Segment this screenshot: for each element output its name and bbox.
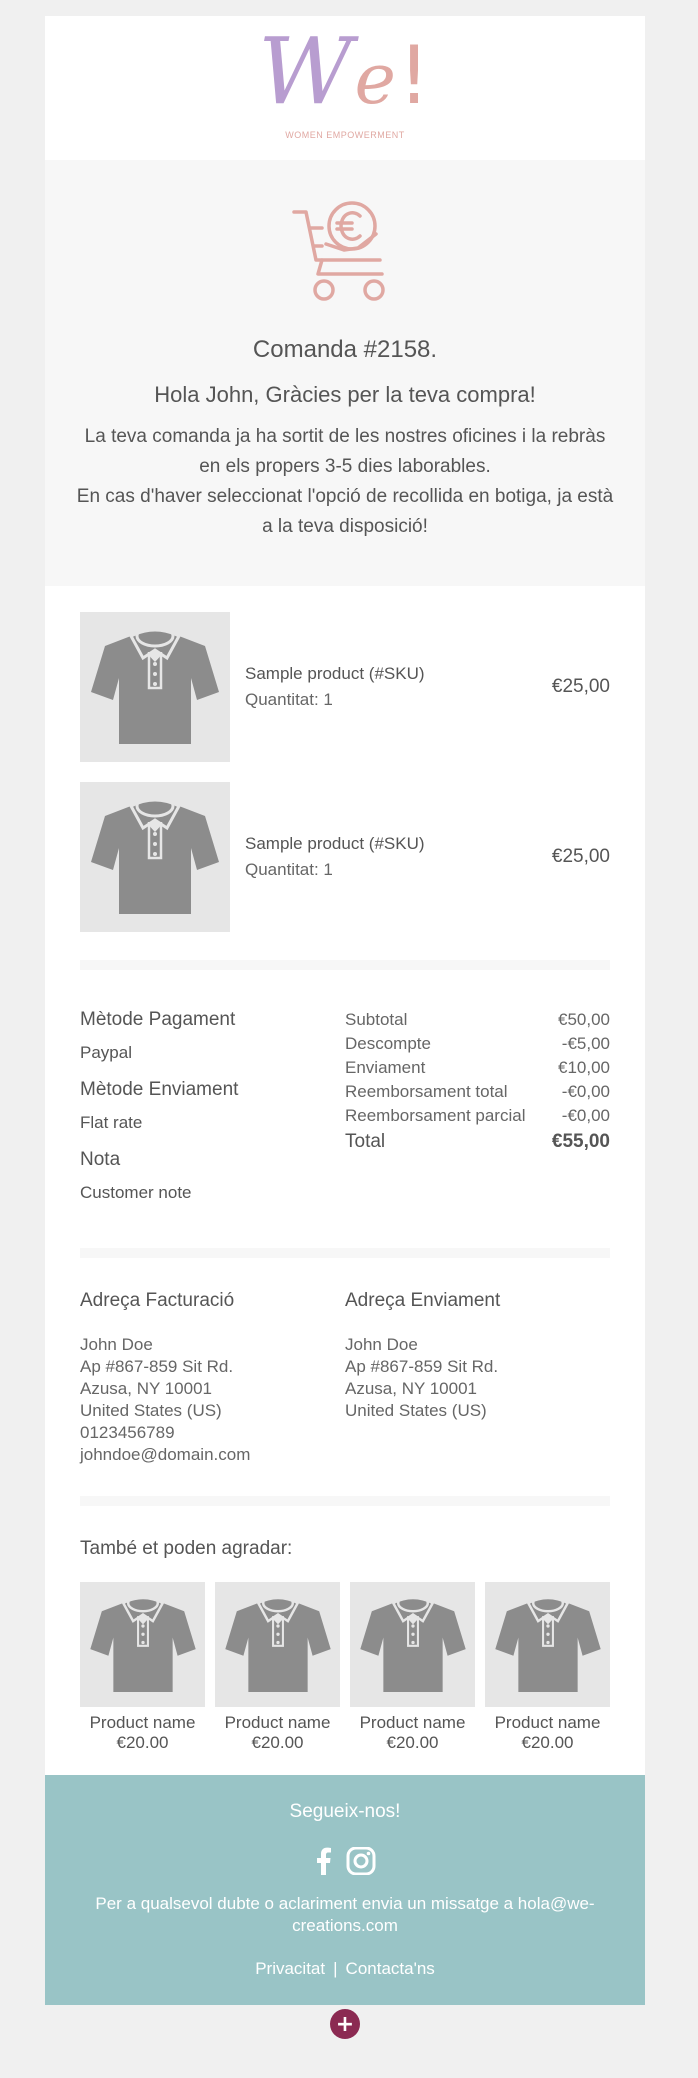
polo-shirt-icon	[87, 792, 223, 922]
link-separator: |	[333, 1959, 338, 1978]
product-image[interactable]	[215, 1582, 340, 1707]
recommended-product-name[interactable]: Product name	[494, 1713, 601, 1732]
note-value: Customer note	[80, 1183, 192, 1202]
recommendations	[45, 1506, 645, 1775]
section-divider	[80, 960, 610, 970]
email-footer	[45, 1775, 645, 2005]
product-info	[245, 831, 552, 883]
product-quantity: Quantitat: 1	[245, 860, 333, 879]
product-image[interactable]	[80, 612, 230, 762]
product-price: €25,00	[551, 846, 610, 867]
section-divider	[80, 1496, 610, 1506]
addresses	[45, 1258, 645, 1496]
totals-row	[345, 1056, 610, 1080]
order-hero	[45, 160, 645, 586]
billing-address	[80, 1290, 345, 1466]
privacy-link[interactable]: Privacitat	[255, 1959, 326, 1978]
order-summary	[45, 972, 645, 1248]
order-totals	[345, 1008, 610, 1218]
product-info	[245, 661, 552, 713]
totals-label: Subtotal	[345, 1010, 408, 1029]
email-header	[45, 16, 645, 160]
recommendations-title: També et poden agradar:	[80, 1538, 293, 1559]
order-message-line: En cas d'haver seleccionat l'opció de recollida en botiga, ja està a la teva disposició!	[76, 486, 614, 537]
contact-message: Per a qualsevol dubte o aclariment envia un missatge a hola@we-creations.com	[95, 1894, 595, 1935]
polo-shirt-icon	[222, 1591, 334, 1699]
totals-amount: -€5,00	[561, 1034, 610, 1053]
product-image[interactable]	[80, 782, 230, 932]
product-name[interactable]: Sample product (#SKU)	[245, 664, 425, 683]
social-links	[45, 1847, 645, 1875]
payment-method-label: Mètode Pagament	[80, 1009, 236, 1030]
recommended-product-price: €20.00	[521, 1733, 574, 1752]
section-divider	[80, 1248, 610, 1258]
polo-shirt-icon	[87, 1591, 199, 1699]
facebook-icon[interactable]	[314, 1847, 332, 1875]
totals-amount: -€0,00	[561, 1106, 610, 1125]
recommended-product[interactable]	[215, 1582, 340, 1753]
shipping-address-title: Adreça Enviament	[345, 1290, 501, 1311]
totals-row	[345, 1104, 610, 1128]
recommended-product-name[interactable]: Product name	[224, 1713, 331, 1732]
billing-address-title: Adreça Facturació	[80, 1290, 235, 1311]
totals-amount: -€0,00	[561, 1082, 610, 1101]
product-row	[80, 612, 610, 762]
product-image[interactable]	[80, 1582, 205, 1707]
product-quantity: Quantitat: 1	[245, 690, 333, 709]
brand-logo: We!	[257, 18, 433, 125]
phone-number[interactable]: 0123456789	[80, 1423, 175, 1442]
recommendations-grid	[80, 1582, 610, 1753]
contact-link[interactable]: Contacta'ns	[345, 1959, 435, 1978]
recommended-product-price: €20.00	[116, 1733, 169, 1752]
totals-amount: €10,00	[558, 1058, 610, 1077]
address-line: Azusa, NY 10001	[345, 1379, 477, 1398]
totals-row	[345, 1008, 610, 1032]
recommended-product-price: €20.00	[251, 1733, 304, 1752]
instagram-icon[interactable]	[346, 1847, 376, 1875]
shopping-cart-euro-icon	[292, 200, 398, 304]
email-container	[45, 16, 645, 2005]
greeting-text: Hola John, Gràcies per la teva compra!	[154, 382, 536, 407]
totals-amount: €50,00	[558, 1010, 610, 1029]
grand-total-label: Total	[345, 1131, 386, 1152]
totals-label: Enviament	[345, 1058, 426, 1077]
address-line: Ap #867-859 Sit Rd.	[80, 1357, 234, 1376]
address-line: John Doe	[80, 1335, 153, 1354]
recommended-product[interactable]	[80, 1582, 205, 1753]
address-line: United States (US)	[345, 1401, 487, 1420]
order-products	[45, 586, 645, 960]
recommended-product[interactable]	[485, 1582, 610, 1753]
grand-total-row	[345, 1128, 610, 1156]
recommended-product-name[interactable]: Product name	[89, 1713, 196, 1732]
totals-row	[345, 1080, 610, 1104]
product-price: €25,00	[551, 676, 610, 697]
product-name[interactable]: Sample product (#SKU)	[245, 834, 425, 853]
email-address[interactable]: johndoe@domain.com	[80, 1445, 251, 1464]
brand-tagline: WOMEN EMPOWERMENT	[285, 130, 405, 140]
address-line: Azusa, NY 10001	[80, 1379, 212, 1398]
recommended-product[interactable]	[350, 1582, 475, 1753]
product-row	[80, 782, 610, 932]
address-line: United States (US)	[80, 1401, 222, 1420]
totals-row	[345, 1032, 610, 1056]
shipping-method-value: Flat rate	[80, 1113, 143, 1132]
product-image[interactable]	[350, 1582, 475, 1707]
product-image[interactable]	[485, 1582, 610, 1707]
grand-total-amount: €55,00	[551, 1131, 610, 1152]
payment-method-value: Paypal	[80, 1043, 132, 1062]
address-line: Ap #867-859 Sit Rd.	[345, 1357, 499, 1376]
totals-label: Reemborsament total	[345, 1082, 508, 1101]
shipping-method-label: Mètode Enviament	[80, 1079, 239, 1100]
order-message	[75, 422, 615, 542]
shipping-address	[345, 1290, 610, 1466]
totals-label: Reemborsament parcial	[345, 1106, 526, 1125]
note-label: Nota	[80, 1149, 121, 1170]
order-methods	[80, 1008, 345, 1218]
footer-links	[45, 1959, 645, 1979]
polo-shirt-icon	[492, 1591, 604, 1699]
order-message-line: La teva comanda ja ha sortit de les nostres oficines i la rebràs en els propers 3-5 dies laborables.	[84, 426, 606, 477]
totals-label: Descompte	[345, 1034, 431, 1053]
plus-icon[interactable]: +	[330, 2009, 360, 2039]
recommended-product-name[interactable]: Product name	[359, 1713, 466, 1732]
address-line: John Doe	[345, 1335, 418, 1354]
follow-us-heading: Segueix-nos!	[289, 1801, 401, 1822]
order-title: Comanda #2158.	[252, 336, 438, 363]
recommended-product-price: €20.00	[386, 1733, 439, 1752]
polo-shirt-icon	[87, 622, 223, 752]
polo-shirt-icon	[357, 1591, 469, 1699]
